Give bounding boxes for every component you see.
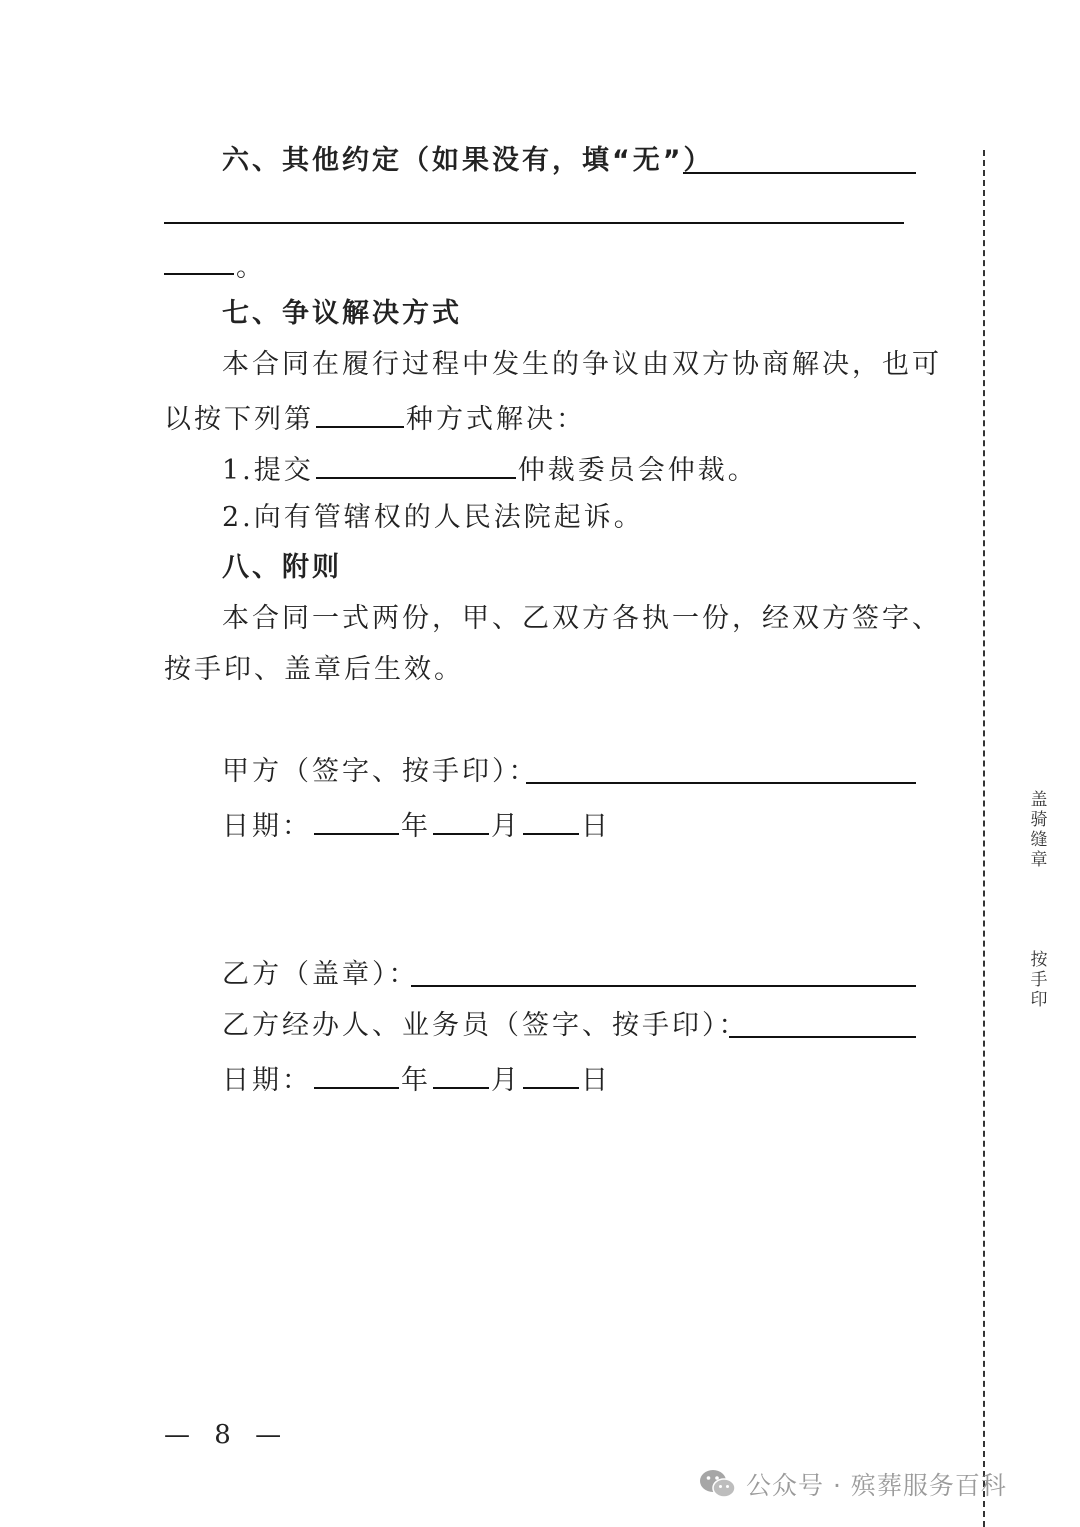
other-terms-blank-3[interactable] [164, 273, 234, 275]
page-number: — 8 — [164, 1420, 290, 1450]
binding-dashed-line [983, 150, 985, 1527]
party-b-agent-blank[interactable] [729, 1036, 916, 1038]
fingerprint-label: 按手印 [1030, 950, 1048, 1010]
arbitration-committee-blank[interactable] [316, 447, 516, 479]
dispute-paragraph-line-1: 本合同在履行过程中发生的争议由双方协商解决，也可 [222, 349, 942, 380]
appendix-paragraph-line-2: 按手印、盖章后生效。 [164, 654, 464, 685]
section-seven-heading: 七、争议解决方式 [222, 298, 462, 329]
party-a-signature-label: 甲方（签字、按手印）： [222, 756, 539, 787]
party-b-month-blank[interactable] [433, 1057, 489, 1089]
watermark [698, 1464, 1007, 1504]
party-b-agent-label: 乙方经办人、业务员（签字、按手印）： [222, 1010, 749, 1041]
party-b-date-row: 日期： 年 月 日 [222, 1057, 611, 1101]
section-six-heading: 六、其他约定（如果没有，填“无”） [222, 145, 714, 176]
other-terms-end-mark: 。 [236, 252, 266, 283]
party-a-month-blank[interactable] [433, 803, 489, 835]
party-b-seal-label: 乙方（盖章）： [222, 959, 419, 990]
appendix-paragraph-line-1: 本合同一式两份，甲、乙双方各执一份，经双方签字、 [222, 603, 942, 634]
dispute-method-number-blank[interactable] [316, 396, 404, 428]
section-eight-heading: 八、附则 [222, 552, 342, 583]
dispute-option-1: 1.提交 仲裁委员会仲裁。 [222, 447, 758, 491]
party-a-signature-blank[interactable] [526, 782, 916, 784]
party-a-date-row: 日期： 年 月 日 [222, 803, 611, 847]
dispute-paragraph-line-2: 以按下列第 种方式解决： [164, 396, 586, 440]
party-a-day-blank[interactable] [523, 803, 579, 835]
cross-page-seal-label: 盖骑缝章 [1030, 790, 1048, 870]
wechat-icon [698, 1468, 738, 1500]
party-b-year-blank[interactable] [314, 1057, 399, 1089]
other-terms-blank-2[interactable] [164, 222, 904, 224]
party-a-year-blank[interactable] [314, 803, 399, 835]
party-b-day-blank[interactable] [523, 1057, 579, 1089]
watermark-text: 公众号 · 殡葬服务百科 [746, 1471, 1007, 1500]
other-terms-blank-1[interactable] [683, 172, 916, 174]
dispute-option-2: 2.向有管辖权的人民法院起诉。 [222, 502, 644, 533]
party-b-seal-blank[interactable] [411, 985, 916, 987]
